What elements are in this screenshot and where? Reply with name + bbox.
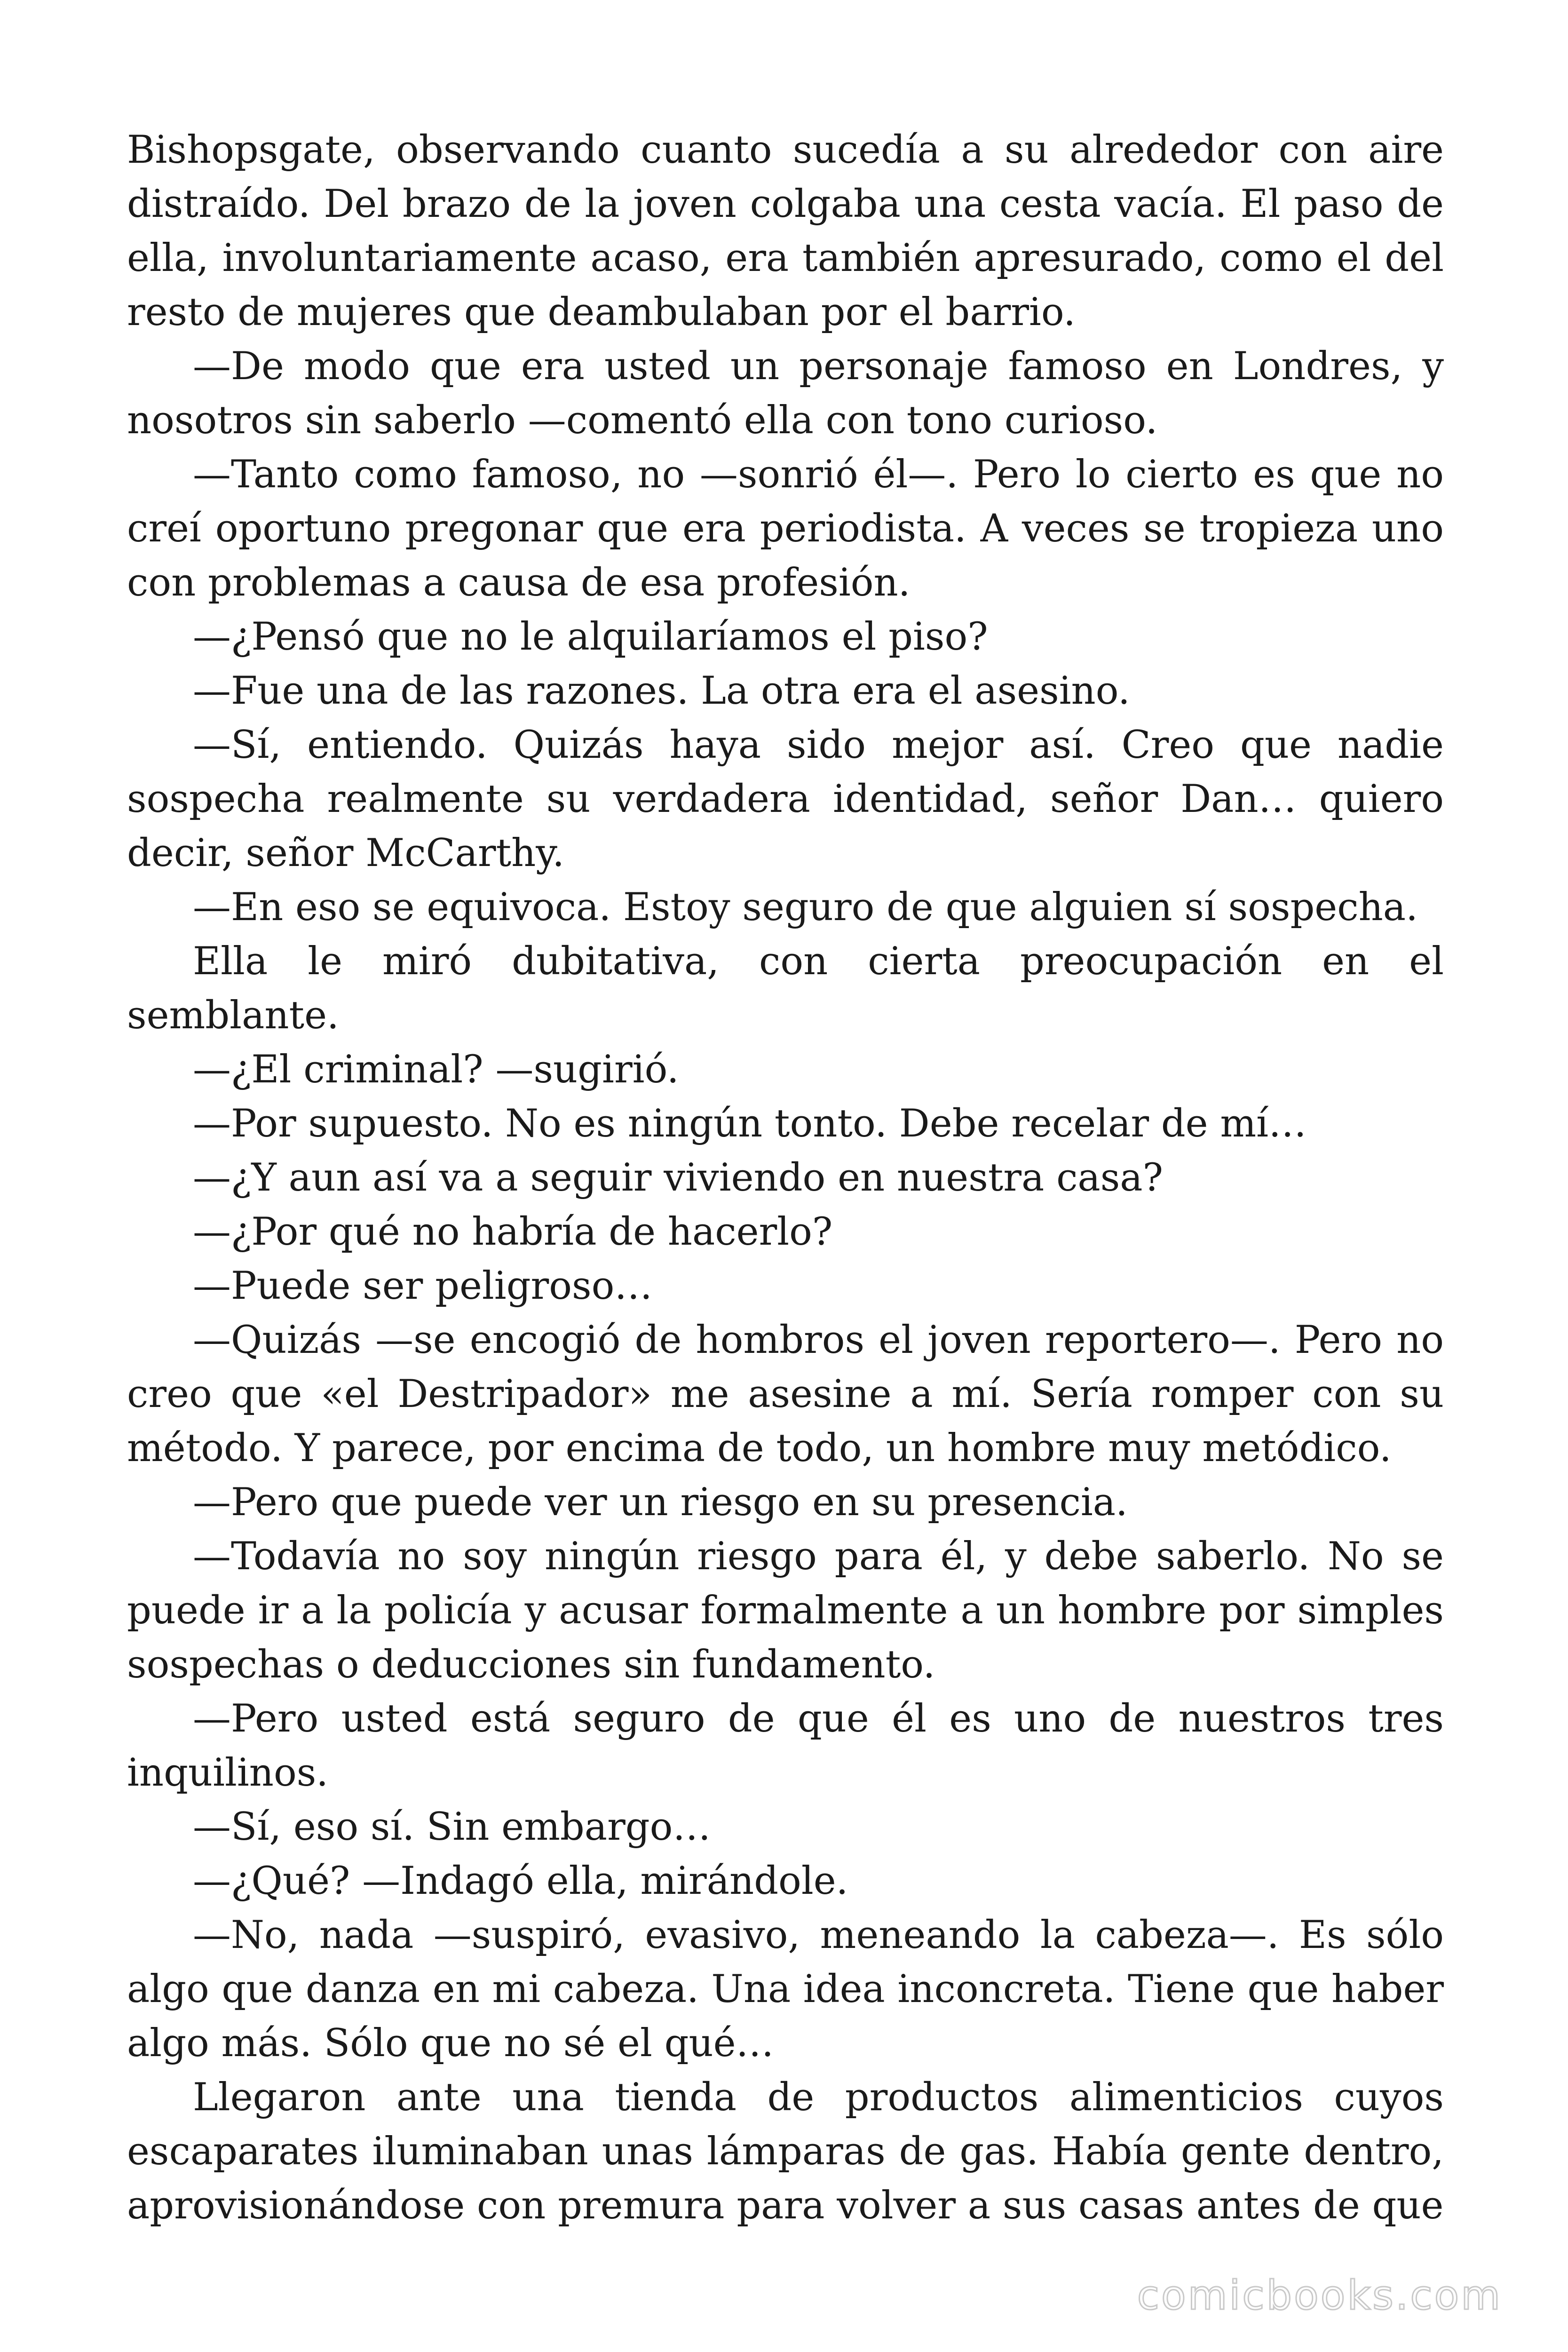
page-body	[127, 123, 1444, 2233]
paragraph: —¿Y aun así va a seguir viviendo en nuestra casa?	[193, 1156, 1164, 1200]
paragraph: —Quizás —se encogió de hombros el joven reportero—. Pero no creo que «el Destripador» me asesine a mí. Sería romper con su método. Y parece, por encima de todo, un hombre muy metódico.	[127, 1318, 1444, 1470]
paragraph: —Sí, entiendo. Quizás haya sido mejor así. Creo que nadie sospecha realmente su verdadera identidad, señor Dan… quiero decir, señor McCarthy.	[127, 723, 1444, 875]
paragraph: —¿Pensó que no le alquilaríamos el piso?	[193, 615, 988, 659]
paragraph: —De modo que era usted un personaje famoso en Londres, y nosotros sin saberlo —comentó ella con tono curioso.	[127, 344, 1444, 443]
paragraph: Bishopsgate, observando cuanto sucedía a su alrededor con aire distraído. Del brazo de la joven colgaba una cesta vacía. El paso de ella, involuntariamente acaso, era también apresurado, como el del resto de mujeres que deambulaban por el barrio.	[127, 128, 1444, 334]
paragraph: Ella le miró dubitativa, con cierta preocupación en el semblante.	[127, 939, 1444, 1038]
paragraph: —Pero que puede ver un riesgo en su presencia.	[193, 1480, 1128, 1525]
paragraph: —Sí, eso sí. Sin embargo…	[193, 1805, 711, 1849]
paragraph: —Fue una de las razones. La otra era el asesino.	[193, 669, 1130, 713]
paragraph: Llegaron ante una tienda de productos alimenticios cuyos escaparates iluminaban unas lámparas de gas. Había gente dentro, aprovisionándose con premura para volver a sus casas antes de que	[127, 2075, 1444, 2228]
paragraph: —Tanto como famoso, no —sonrió él—. Pero lo cierto es que no creí oportuno pregonar que era periodista. A veces se tropieza uno con problemas a causa de esa profesión.	[127, 453, 1444, 605]
paragraph: —En eso se equivoca. Estoy seguro de que alguien sí sospecha.	[193, 885, 1418, 930]
paragraph: —¿Por qué no habría de hacerlo?	[193, 1210, 833, 1254]
paragraph: —Por supuesto. No es ningún tonto. Debe recelar de mí…	[193, 1102, 1307, 1146]
paragraph: —Todavía no soy ningún riesgo para él, y debe saberlo. No se puede ir a la policía y acusar formalmente a un hombre por simples sospechas o deducciones sin fundamento.	[127, 1534, 1444, 1687]
paragraph: —Pero usted está seguro de que él es uno de nuestros tres inquilinos.	[127, 1697, 1444, 1795]
paragraph: —Puede ser peligroso…	[193, 1264, 653, 1308]
paragraph: —¿Qué? —Indagó ella, mirándole.	[193, 1859, 848, 1903]
paragraph: —No, nada —suspiró, evasivo, meneando la cabeza—. Es sólo algo que danza en mi cabeza. Una idea inconcreta. Tiene que haber algo más. Sólo que no sé el qué…	[127, 1913, 1444, 2066]
paragraph: —¿El criminal? —sugirió.	[193, 1048, 679, 1092]
watermark: comicbooks.com	[1137, 2272, 1502, 2319]
